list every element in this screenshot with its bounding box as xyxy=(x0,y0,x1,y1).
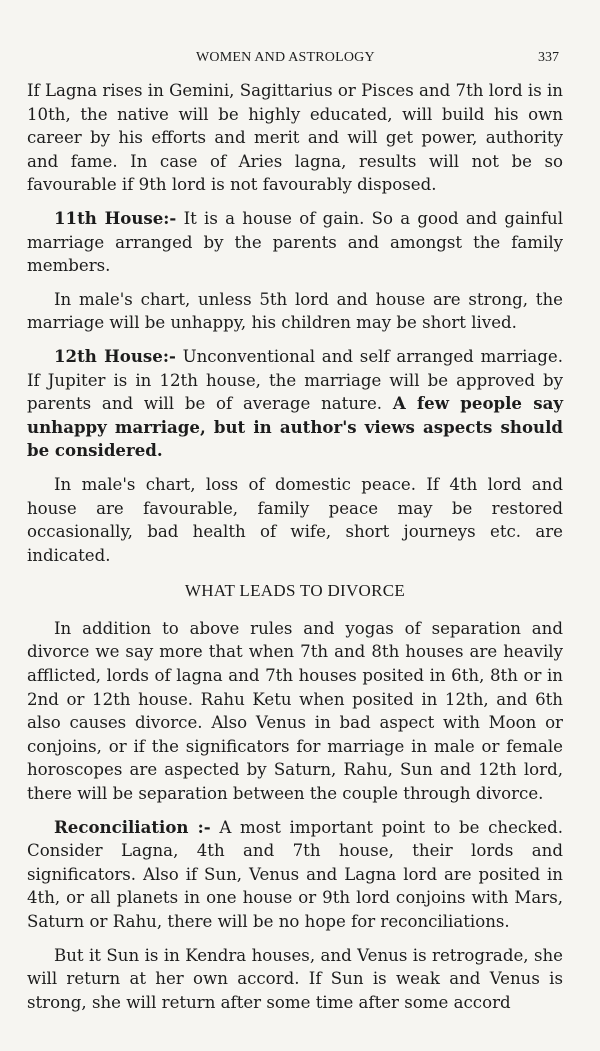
paragraph-12th-house xyxy=(27,345,563,463)
paragraph-divorce-rules: In addition to above rules and yogas of separation and divorce we say more that when 7th and 8th houses are heavily afflicted, lords of lagna and 7th houses posited in 6th, 8th or in 2nd or 12th house. Rahu Ketu when posited in 12th, and 6th also causes divorce. Also Venus in bad aspect with Moon or conjoins, or if the significators for marriage in male or female horoscopes are aspected by Saturn, Rahu, Sun and 12th lord, there will be separation between the couple through divorce. xyxy=(27,618,563,804)
paragraph-male-chart-domestic-peace: In male's chart, loss of domestic peace. If 4th lord and house are favourable, family peace may be restored occasionally, bad health of wife, short journeys etc. are indicated. xyxy=(27,474,563,565)
paragraph-reconciliation-text: A most important point to be checked. Consider Lagna, 4th and 7th house, their lords and significators. Also if Sun, Venus and Lagna lord are posited in 4th, or all planets in one house or 9th lord conjoins with Mars, Saturn or Rahu, there will be no hope for reconciliations. xyxy=(27,817,563,931)
heading-11th-house: 11th House:- xyxy=(54,207,177,228)
running-head-title: WOMEN AND ASTROLOGY xyxy=(196,50,375,65)
paragraph-sun-kendra: But it Sun is in Kendra houses, and Venus is retrograde, she will return at her own accord. If Sun is weak and Venus is strong, she will return after some time after some accord xyxy=(27,945,563,1012)
paragraph-12th-house-text: Unconventional and self arranged marriage. If Jupiter is in 12th house, the marriage will be approved by parents and will be of average nature. xyxy=(27,346,563,414)
section-title-divorce: WHAT LEADS TO DIVORCE xyxy=(184,581,406,601)
paragraph-lagna-gemini: If Lagna rises in Gemini, Sagittarius or Pisces and 7th lord is in 10th, the native will be highly educated, will build his own career by his efforts and merit and will get power, authority and fame. In case of Aries lagna, results will not be so favourable if 9th lord is not favourably disposed. xyxy=(27,81,563,195)
paragraph-11th-house-text: It is a house of gain. So a good and gainful marriage arranged by the parents and amongst the family members. xyxy=(27,208,563,276)
page-number: 337 xyxy=(538,50,559,65)
paragraph-11th-house xyxy=(27,207,563,278)
heading-reconciliation: Reconciliation :- xyxy=(54,816,211,837)
running-head xyxy=(0,50,600,70)
heading-12th-house: 12th House:- xyxy=(54,345,176,366)
paragraph-12th-house-bold-note: A few people say unhappy marriage, but in author's views aspects should be considered. xyxy=(27,393,564,461)
paragraph-reconciliation xyxy=(27,816,563,934)
paragraph-male-chart-5th-lord: In male's chart, unless 5th lord and house are strong, the marriage will be unhappy, his children may be short lived. xyxy=(27,289,563,333)
page-body xyxy=(27,79,563,1024)
